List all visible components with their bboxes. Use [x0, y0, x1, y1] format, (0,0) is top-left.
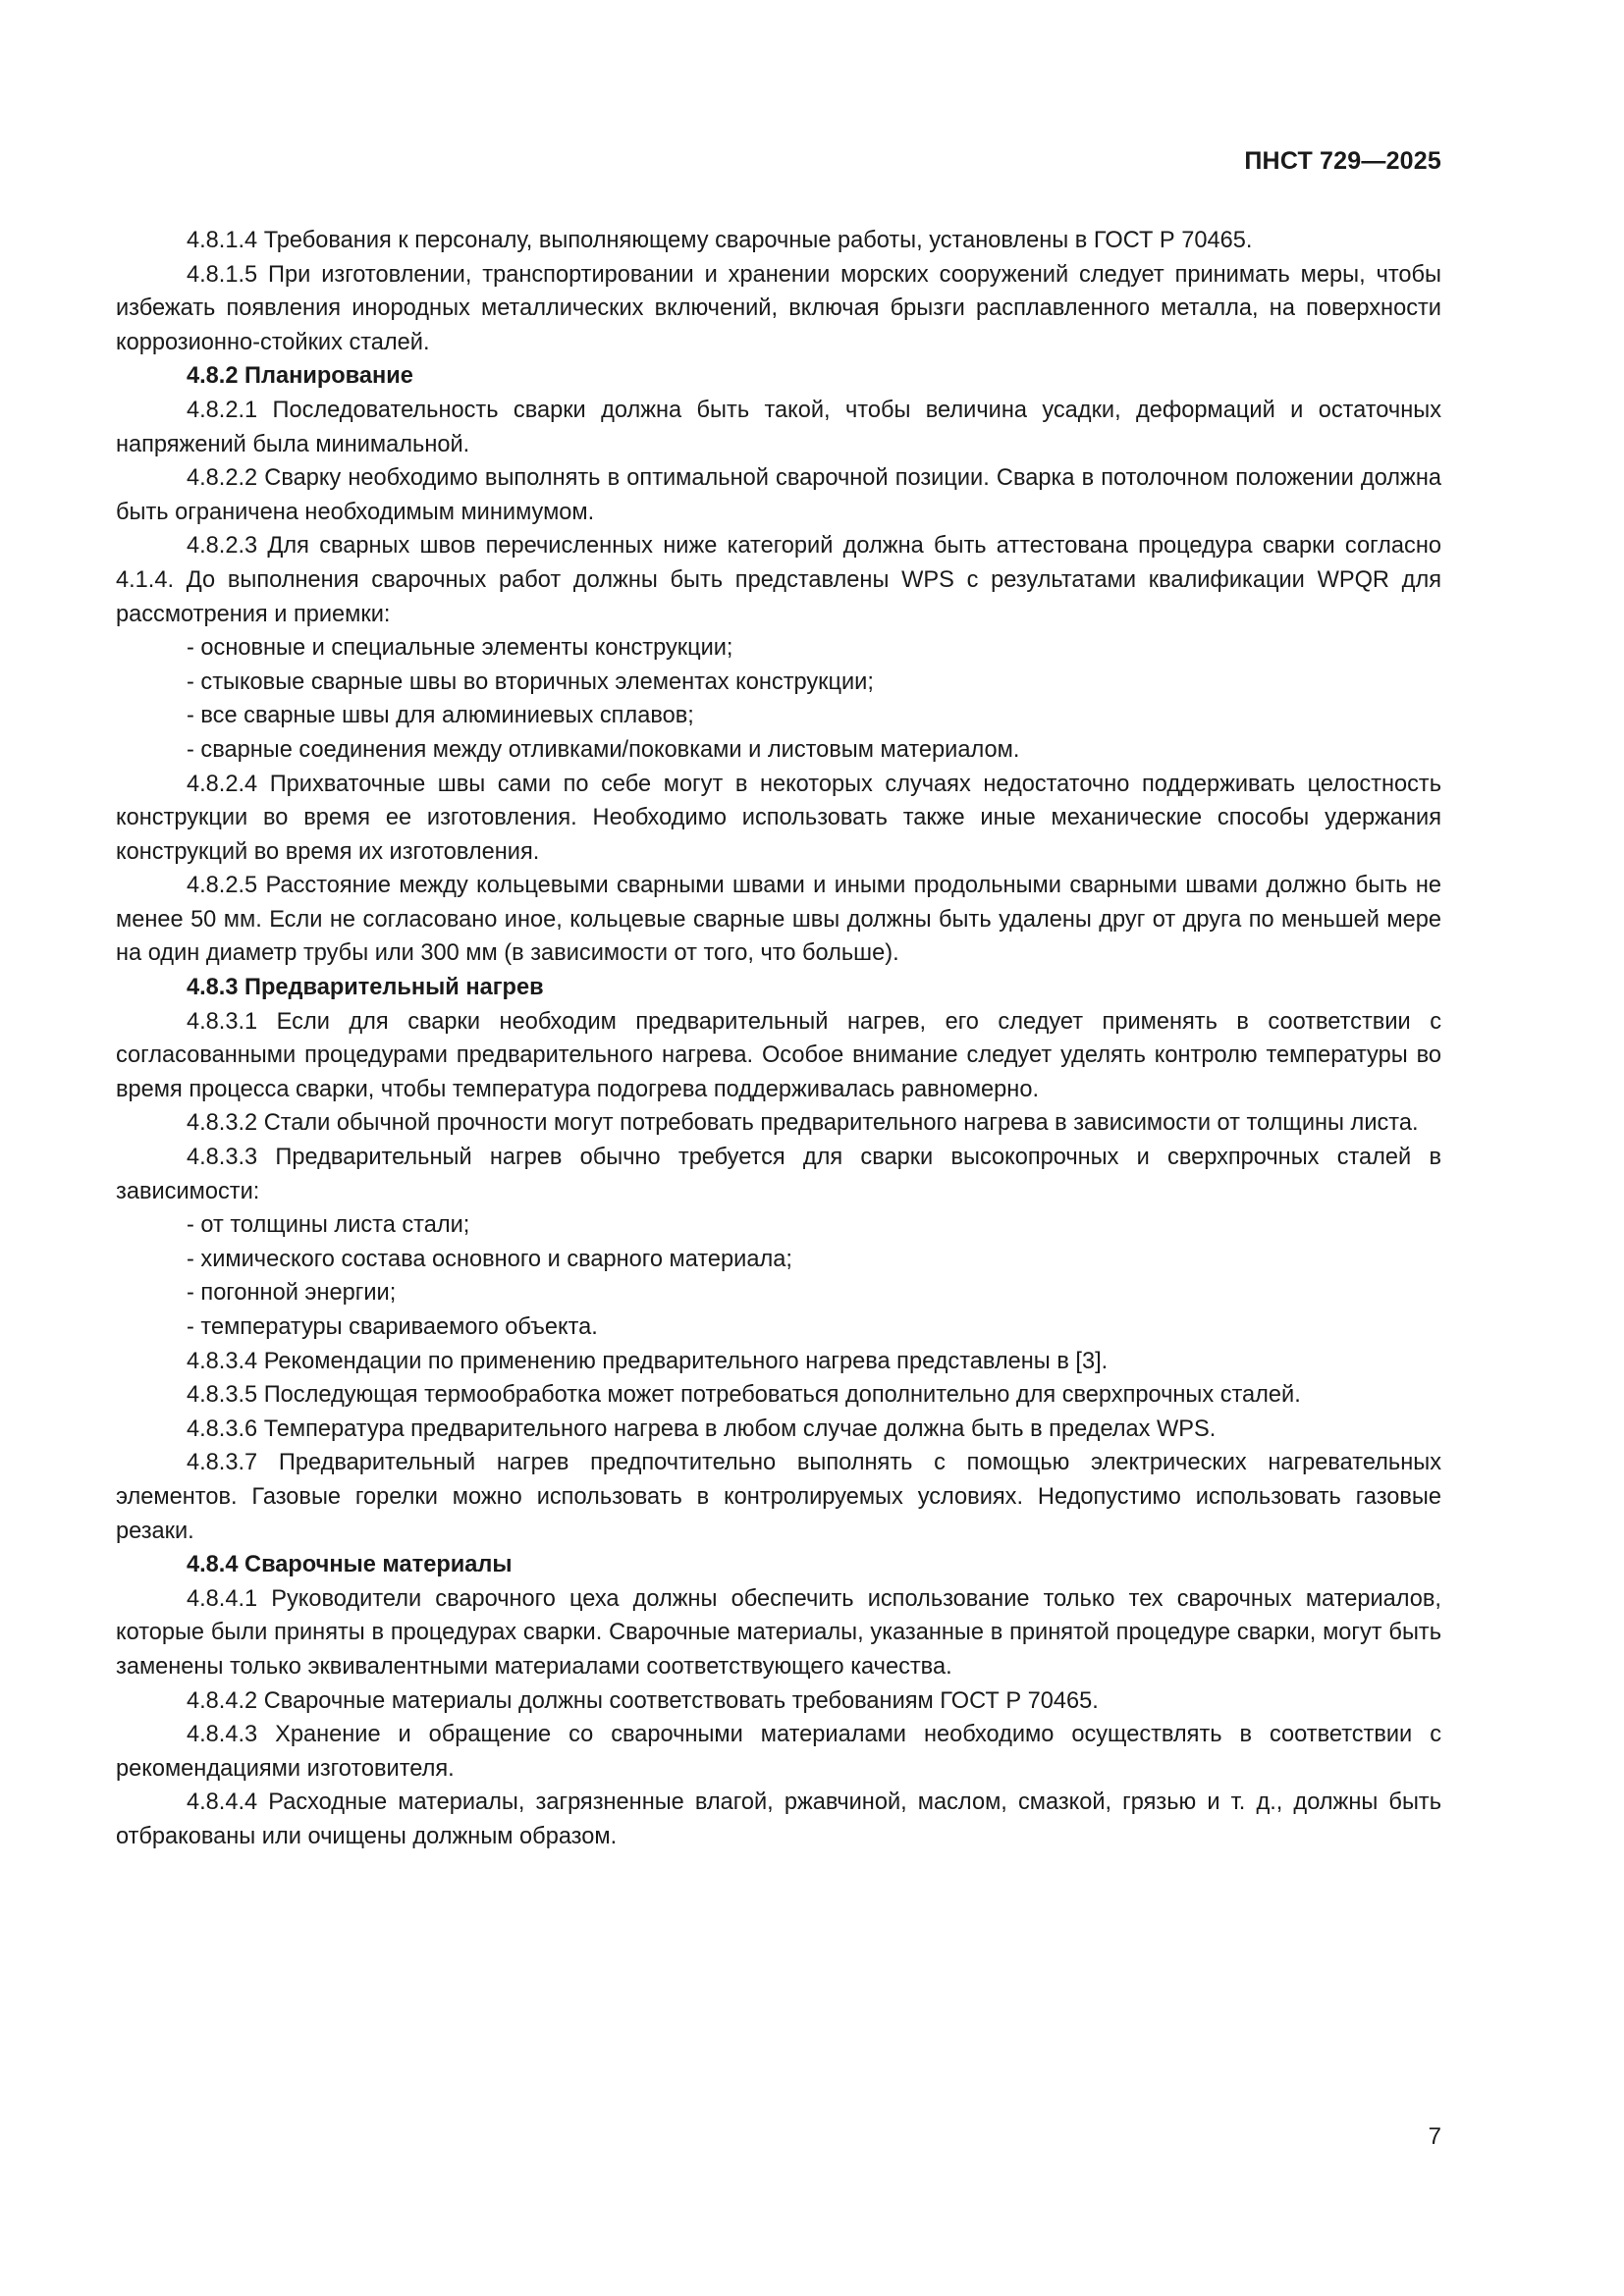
list-item: - стыковые сварные швы во вторичных элементах конструкции;: [187, 668, 874, 695]
paragraph-4-8-2-1: 4.8.2.1 Последовательность сварки должна быть такой, чтобы величина усадки, деформаций и остаточных напряжений была минимальной.: [116, 397, 1441, 457]
preheat-factor-list: [116, 1208, 1441, 1344]
paragraph-4-8-1-5: 4.8.1.5 При изготовлении, транспортировании и хранении морских сооружений следует принимать меры, чтобы избежать появления инородных металлических включений, включая брызги расплавленного металла, на поверхности коррозионно-стойких сталей.: [116, 261, 1441, 355]
list-item: - все сварные швы для алюминиевых сплавов;: [187, 703, 694, 729]
paragraph-4-8-3-2: 4.8.3.2 Стали обычной прочности могут потребовать предварительного нагрева в зависимости от толщины листа.: [187, 1110, 1419, 1137]
paragraph-4-8-3-5: 4.8.3.5 Последующая термообработка может потребоваться дополнительно для сверхпрочных сталей.: [187, 1382, 1301, 1409]
list-item: - химического состава основного и сварного материала;: [187, 1246, 792, 1272]
document-number: ПНСТ 729—2025: [1244, 147, 1441, 175]
paragraph-4-8-2-3: 4.8.2.3 Для сварных швов перечисленных ниже категорий должна быть аттестована процедура сварки согласно 4.1.4. До выполнения сварочных работ должны быть представлены WPS с результатами квалификации WPQR для рассмотрения и приемки:: [116, 533, 1441, 627]
paragraph-4-8-4-4: 4.8.4.4 Расходные материалы, загрязненные влагой, ржавчиной, маслом, смазкой, грязью и т. д., должны быть отбракованы или очищены должным образом.: [116, 1789, 1441, 1849]
paragraph-4-8-3-1: 4.8.3.1 Если для сварки необходим предварительный нагрев, его следует применять в соответствии с согласованными процедурами предварительного нагрева. Особое внимание следует уделять контролю температуры во время процесса сварки, чтобы температура подогрева поддерживалась равномерно.: [116, 1008, 1441, 1102]
list-item: - сварные соединения между отливками/поковками и листовым материалом.: [187, 736, 1020, 763]
paragraph-4-8-3-4: 4.8.3.4 Рекомендации по применению предварительного нагрева представлены в [3].: [187, 1348, 1109, 1374]
paragraph-4-8-2-5: 4.8.2.5 Расстояние между кольцевыми сварными швами и иными продольными сварными швами должно быть не менее 50 мм. Если не согласовано иное, кольцевые сварные швы должны быть удалены друг от друга по меньшей мере на один диаметр трубы или 300 мм (в зависимости от того, что больше).: [116, 873, 1441, 967]
list-item: - погонной энергии;: [187, 1280, 397, 1307]
section-heading-4-8-2: 4.8.2 Планирование: [187, 363, 413, 390]
paragraph-4-8-2-2: 4.8.2.2 Сварку необходимо выполнять в оптимальной сварочной позиции. Сварка в потолочном положении должна быть ограничена необходимым минимумом.: [116, 465, 1441, 525]
document-body: [116, 224, 1441, 1854]
paragraph-4-8-4-3: 4.8.4.3 Хранение и обращение со сварочными материалами необходимо осуществлять в соответствии с рекомендациями изготовителя.: [116, 1722, 1441, 1782]
paragraph-4-8-1-4: 4.8.1.4 Требования к персоналу, выполняющему сварочные работы, установлены в ГОСТ Р 70465.: [187, 228, 1253, 253]
paragraph-4-8-3-6: 4.8.3.6 Температура предварительного нагрева в любом случае должна быть в пределах WPS.: [187, 1415, 1217, 1442]
paragraph-4-8-4-2: 4.8.4.2 Сварочные материалы должны соответствовать требованиям ГОСТ Р 70465.: [187, 1687, 1099, 1714]
list-item: - от толщины листа стали;: [187, 1212, 470, 1239]
list-item: - основные и специальные элементы конструкции;: [187, 635, 733, 662]
section-heading-4-8-3: 4.8.3 Предварительный нагрев: [187, 975, 544, 1001]
paragraph-4-8-4-1: 4.8.4.1 Руководители сварочного цеха должны обеспечить использование только тех сварочных материалов, которые были приняты в процедурах сварки. Сварочные материалы, указанные в принятой процедуре сварки, могут быть заменены только эквивалентными материалами соответствующего качества.: [116, 1585, 1441, 1680]
page-number: 7: [1428, 2123, 1441, 2150]
paragraph-4-8-2-4: 4.8.2.4 Прихваточные швы сами по себе могут в некоторых случаях недостаточно поддерживать целостность конструкции во время ее изготовления. Необходимо использовать также иные механические способы удержания конструкций во время их изготовления.: [116, 771, 1441, 865]
list-item: - температуры свариваемого объекта.: [187, 1314, 598, 1340]
paragraph-4-8-3-7: 4.8.3.7 Предварительный нагрев предпочтительно выполнять с помощью электрических нагревательных элементов. Газовые горелки можно использовать в контролируемых условиях. Недопустимо использовать газовые резаки.: [116, 1450, 1441, 1544]
paragraph-4-8-3-3: 4.8.3.3 Предварительный нагрев обычно требуется для сварки высокопрочных и сверхпрочных сталей в зависимости:: [116, 1145, 1441, 1204]
weld-category-list: [116, 631, 1441, 767]
section-heading-4-8-4: 4.8.4 Сварочные материалы: [187, 1552, 513, 1578]
